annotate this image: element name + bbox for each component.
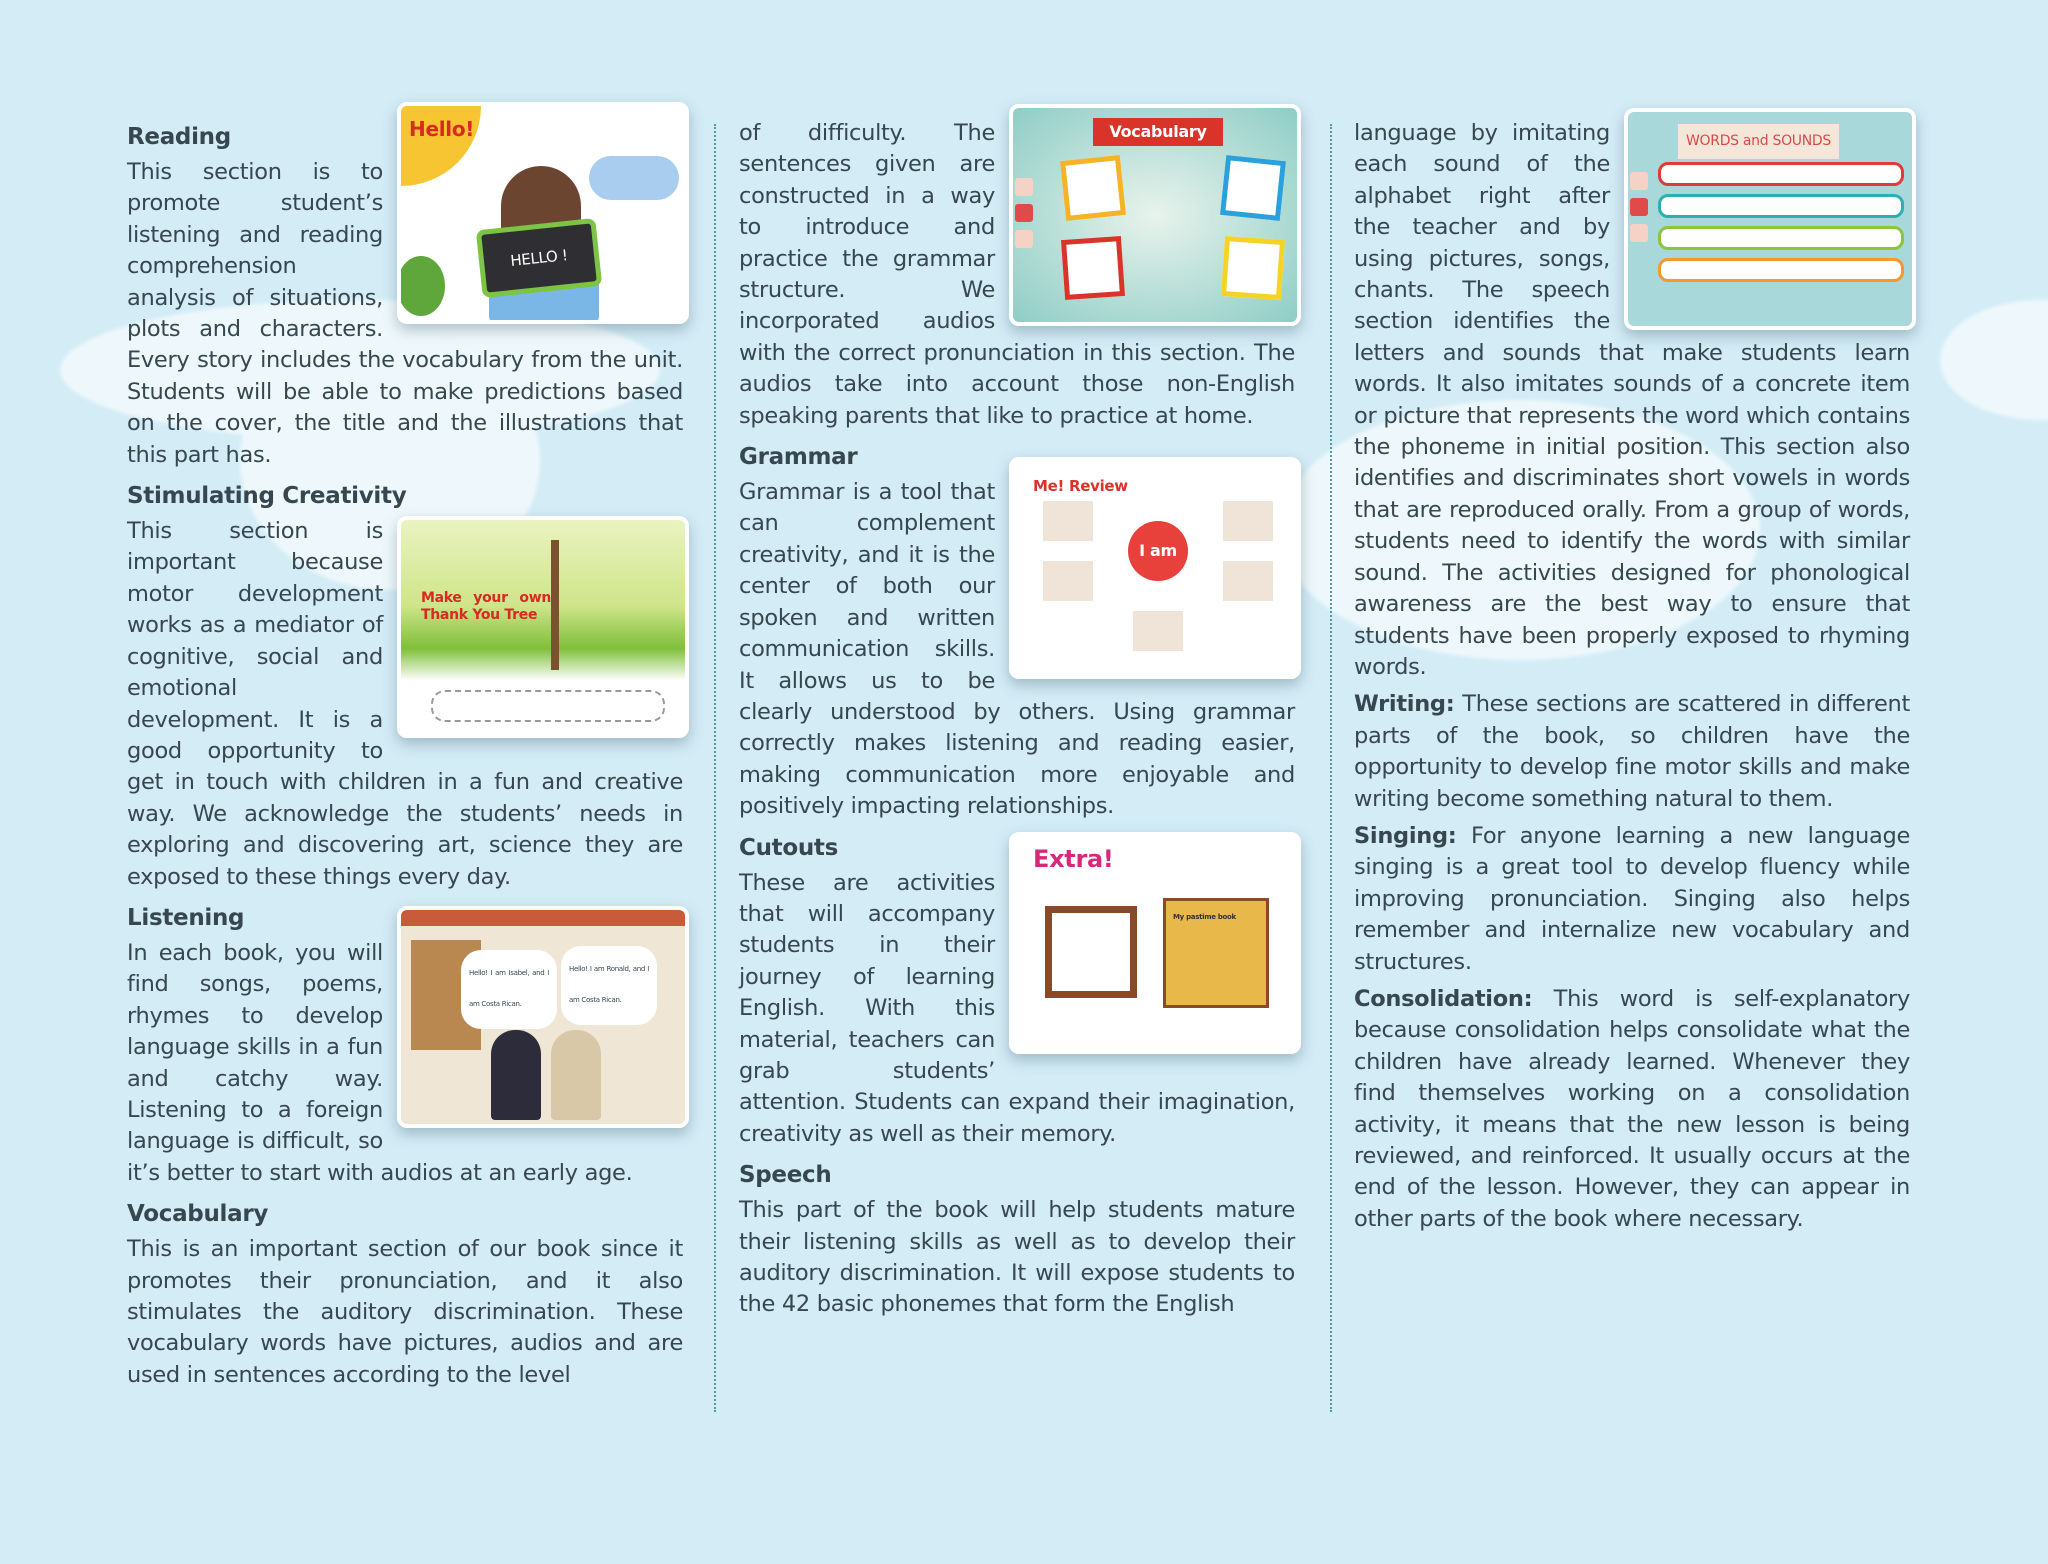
speech-heading: Speech (739, 1162, 832, 1189)
hello-badge: Hello! (409, 117, 475, 141)
background-cloud (1940, 300, 2048, 420)
grammar-thumbnail (1009, 457, 1301, 679)
creativity-text: This section is important because motor development works as a mediator of cognitive, social and emotional development. It is a good opportunity to get in touch with children in a fun and creative way. We acknowledge the students’ needs in exploring and discovering art, science they are exposed to these things every day. (127, 518, 683, 890)
speech-text: This part of the book will help students mature their listening skills as well as to develop their auditory discrimination. It will expose students to the 42 basic phonemes that form the English (739, 1197, 1295, 1318)
column-2 (739, 118, 1295, 1327)
writing-heading: Writing: (1354, 691, 1455, 718)
listening-text: In each book, you will find songs, poems, rhymes to develop language skills in a fun and catchy way. Listening to a foreign language is difficult, so it’s better to start with audios at an early age. (127, 939, 633, 1186)
listening-thumbnail (397, 906, 689, 1128)
hello-board: HELLO ! (476, 218, 602, 298)
vocabulary-heading: Vocabulary (127, 1201, 269, 1228)
column-divider (1330, 124, 1332, 1412)
reading-heading: Reading (127, 124, 231, 150)
i-am-circle: I am (1128, 521, 1188, 581)
pastime-book-label: My pastime book (1173, 912, 1236, 921)
writing-text: These sections are scattered in different parts of the book, so children have the opportunity to develop fine motor skills and make writing become something natural to them. (1354, 691, 1910, 812)
singing-heading: Singing: (1354, 822, 1457, 849)
writing-paragraph (1354, 689, 1910, 815)
reading-thumbnail (397, 102, 689, 324)
column-3 (1354, 118, 1910, 1241)
vocabulary-text: This is an important section of our book since it promotes their pronunciation, and it also stimulates the auditory discrimination. These vocabulary words have pictures, audios and are used in sentences according to the level (127, 1236, 683, 1388)
grammar-heading: Grammar (739, 444, 858, 471)
consolidation-paragraph (1354, 984, 1910, 1235)
cutouts-heading: Cutouts (739, 834, 839, 861)
consolidation-heading: Consolidation: (1354, 985, 1533, 1012)
speech-continued-text: language by imitating each sound of the alphabet right after the teacher and by using pictures, songs, chants. The speech section identifies the letters and sounds that make students learn words. It also imitates sounds of a concrete item or picture that represents the word which contains the phoneme in initial position. This section also identifies and discriminates short vowels in words that are reproduced orally. From a group of words, students need to identify the words with similar sound. The activities designed for phonological awareness are the best way to ensure that students have been properly exposed to rhyming words. (1354, 120, 1910, 680)
column-1 (127, 118, 683, 1397)
creativity-heading: Stimulating Creativity (127, 483, 407, 510)
ronald-bubble: Hello! I am Ronald, and I am Costa Rican. (561, 946, 657, 1025)
column-divider (714, 124, 716, 1412)
creativity-thumbnail (397, 516, 689, 738)
singing-paragraph (1354, 821, 1910, 978)
words-sounds-thumbnail (1624, 108, 1916, 330)
vocabulary-thumbnail (1009, 104, 1301, 326)
cutouts-text: These are activities that will accompany students in their journey of learning English. With this material, teachers can grab students’ attention. Students can expand their imagination, creativity as well as their memory. (739, 869, 1295, 1147)
consolidation-text: This word is self-explanatory because consolidation helps consolidate what the children have already learned. Whenever they find themselves working on a consolidation activity, it means that the new lesson is being reviewed, and reinforced. It usually occurs at the end of the lesson. However, they can appear in other parts of the book where necessary. (1354, 985, 1910, 1232)
vocabulary-banner: Vocabulary (1093, 118, 1223, 146)
listening-heading: Listening (127, 904, 245, 931)
grammar-text: Grammar is a tool that can complement creativity, and it is the center of both our spoken and written communication skills. It allows us to be clearly understood by others. Using grammar correctly makes listening and reading easier, making communication more enjoyable and positively impacting relationships. (739, 479, 1295, 820)
words-sounds-title: WORDS and SOUNDS (1678, 124, 1839, 159)
isabel-bubble: Hello! I am Isabel, and I am Costa Rican. (461, 950, 557, 1029)
thank-you-tree-title: Make your own Thank You Tree (421, 590, 551, 624)
vocabulary-continued-text: of difficulty. The sentences given are constructed in a way to introduce and practice the grammar structure. We incorporated audios with the correct pronunciation in this section. The audios take into account those non-English speaking parents that like to practice at home. (739, 120, 1295, 429)
reading-text: This section is to promote student’s listening and reading comprehension analysis of situations, plots and characters. Every story includes the vocabulary from the unit. Students will be able to make predictions based on the cover, the title and the illustrations that this part has. (127, 159, 683, 468)
me-review-title: Me! Review (1033, 477, 1128, 496)
cutouts-thumbnail (1009, 832, 1301, 1054)
extra-title: Extra! (1033, 844, 1114, 873)
singing-text: For anyone learning a new language singing is a great tool to develop fluency while improving pronunciation. Singing also helps remember and internalize new vocabulary and structures. (1354, 822, 1910, 975)
